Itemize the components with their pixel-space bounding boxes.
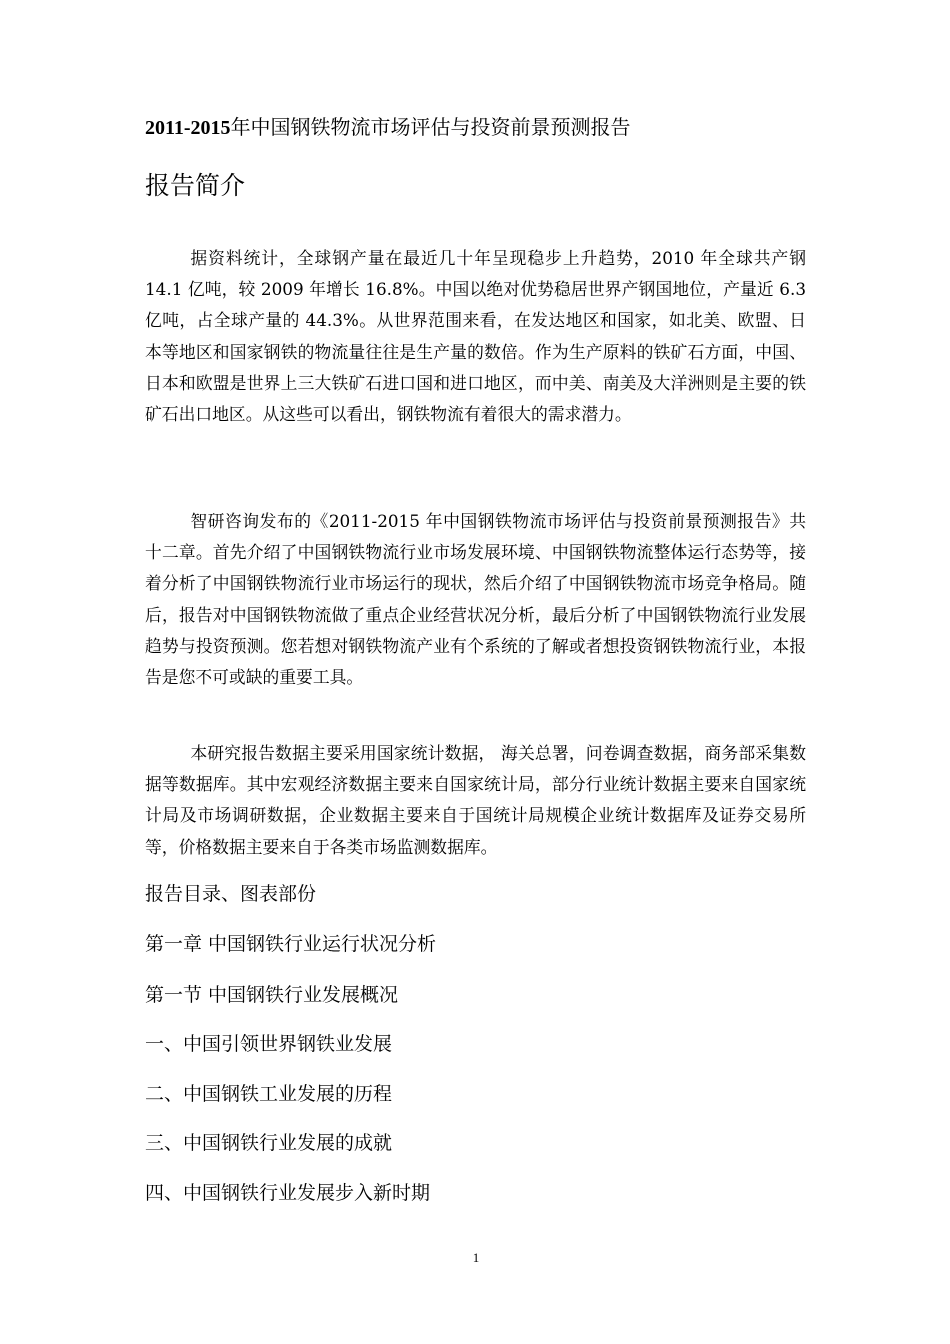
body-paragraph: 本研究报告数据主要采用国家统计数据， 海关总署，问卷调查数据，商务部采集数据等数据库。其中宏观经济数据主要来自国家统计局，部分行业统计数据主要来自国家统计局及市场调研数据，企业数据主要来自于国统计局规模企业统计数据库及证券交易所等，价格数据主要来自于各类市场监测数据库。 (145, 743, 806, 857)
document-title-text: 年中国钢铁物流市场评估与投资前景预测报告 (230, 115, 631, 139)
toc-chapter: 第一章 中国钢铁行业运行状况分析 (145, 933, 437, 955)
toc-heading: 报告目录、图表部份 (145, 883, 317, 905)
body-paragraph: 据资料统计，全球钢产量在最近几十年呈现稳步上升趋势，2010 年全球共产钢 14.1 亿吨，较 2009 年增长 16.8%。中国以绝对优势稳居世界产钢国地位，产量近 6.3 亿吨，占全球产量的 44.3%。从世界范围来看，在发达地区和国家，如北美、欧盟、日本等地区和国家钢铁的物流量往往是生产量的数倍。作为生产原料的铁矿石方面，中国、日本和欧盟是世界上三大铁矿石进口国和进口地区，而中美、南美及大洋洲则是主要的铁矿石出口地区。从这些可以看出，钢铁物流有着很大的需求潜力。 (145, 248, 806, 425)
body-paragraph: 智研咨询发布的《2011-2015 年中国钢铁物流市场评估与投资前景预测报告》共十二章。首先介绍了中国钢铁物流行业市场发展环境、中国钢铁物流整体运行态势等，接着分析了中国钢铁物流行业市场运行的现状，然后介绍了中国钢铁物流市场竞争格局。随后，报告对中国钢铁物流做了重点企业经营状况分析，最后分析了中国钢铁物流行业发展趋势与投资预测。您若想对钢铁物流产业有个系统的了解或者想投资钢铁物流行业，本报告是您不可或缺的重要工具。 (145, 511, 806, 688)
page-number: 1 (472, 1250, 480, 1265)
section-heading: 报告简介 (145, 171, 246, 200)
toc-item: 一、中国引领世界钢铁业发展 (145, 1033, 393, 1055)
toc-item: 四、中国钢铁行业发展步入新时期 (145, 1182, 431, 1204)
toc-item: 三、中国钢铁行业发展的成就 (145, 1132, 393, 1154)
toc-section: 第一节 中国钢铁行业发展概况 (145, 984, 399, 1006)
document-title (145, 112, 825, 143)
document-title-year: 2011-2015 (145, 117, 231, 139)
toc-item: 二、中国钢铁工业发展的历程 (145, 1083, 393, 1105)
